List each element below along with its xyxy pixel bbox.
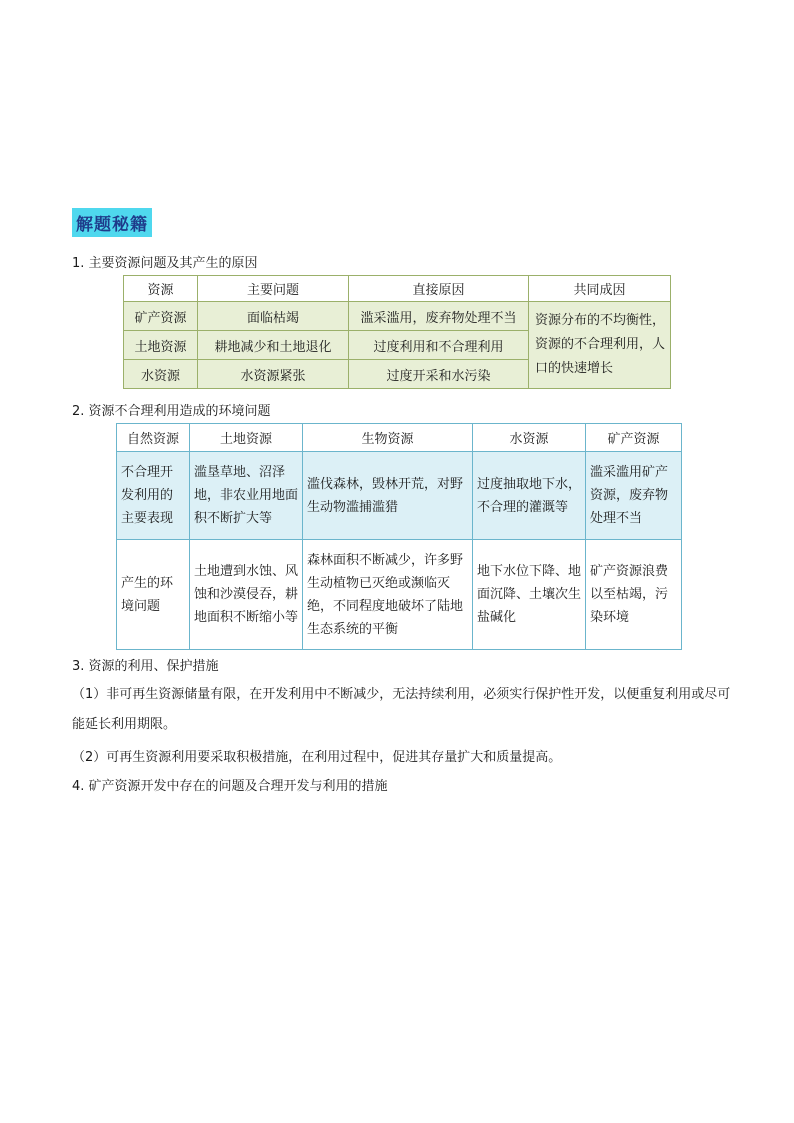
table-cell: 土地遭到水蚀、风蚀和沙漠侵吞，耕地面积不断缩小等 <box>190 540 303 650</box>
table-cell: 过度利用和不合理利用 <box>349 331 529 360</box>
environment-problems-table <box>116 423 682 650</box>
section-banner: 解题秘籍 <box>72 208 152 237</box>
table-cell: 滥采滥用，废弃物处理不当 <box>349 302 529 331</box>
section4-heading: 4. 矿产资源开发中存在的问题及合理开发与利用的措施 <box>72 779 388 794</box>
table-row <box>117 452 682 540</box>
table-cell: 产生的环境问题 <box>117 540 190 650</box>
table-cell: 滥垦草地、沼泽地，非农业用地面积不断扩大等 <box>190 452 303 540</box>
table-cell: 耕地减少和土地退化 <box>198 331 349 360</box>
table-header-row <box>124 276 671 302</box>
table-cell: 地下水位下降、地面沉降、土壤次生盐碱化 <box>473 540 586 650</box>
table-cell: 矿产资源浪费以至枯竭，污染环境 <box>586 540 682 650</box>
table-cell: 面临枯竭 <box>198 302 349 331</box>
resource-problems-table <box>123 275 671 389</box>
section1-heading: 1. 主要资源问题及其产生的原因 <box>72 256 258 271</box>
table-cell: 森林面积不断减少，许多野生动植物已灭绝或濒临灭绝，不同程度地破坏了陆地生态系统的平衡 <box>303 540 473 650</box>
paragraph-nonrenewable: （1）非可再生资源储量有限，在开发利用中不断减少，无法持续利用，必须实行保护性开发，以便重复利用或尽可能延长利用期限。 <box>72 687 731 732</box>
section3-heading: 3. 资源的利用、保护措施 <box>72 659 219 674</box>
table-header-row <box>117 424 682 452</box>
table-cell: 滥伐森林，毁林开荒，对野生动物滥捕滥猎 <box>303 452 473 540</box>
table-cell: 矿产资源 <box>124 302 198 331</box>
header-cell: 主要问题 <box>198 276 349 302</box>
header-cell: 水资源 <box>473 424 586 452</box>
header-cell: 土地资源 <box>190 424 303 452</box>
table-cell: 水资源紧张 <box>198 360 349 389</box>
table-cell: 不合理开发利用的主要表现 <box>117 452 190 540</box>
table-cell: 水资源 <box>124 360 198 389</box>
header-cell: 生物资源 <box>303 424 473 452</box>
header-cell: 直接原因 <box>349 276 529 302</box>
table-cell: 过度开采和水污染 <box>349 360 529 389</box>
header-cell: 矿产资源 <box>586 424 682 452</box>
common-cause-cell: 资源分布的不均衡性，资源的不合理利用，人口的快速增长 <box>529 302 671 389</box>
table-cell: 土地资源 <box>124 331 198 360</box>
header-cell: 资源 <box>124 276 198 302</box>
header-cell: 共同成因 <box>529 276 671 302</box>
header-cell: 自然资源 <box>117 424 190 452</box>
table-row <box>124 302 671 331</box>
section2-heading: 2. 资源不合理利用造成的环境问题 <box>72 404 271 419</box>
table-cell: 滥采滥用矿产资源，废弃物处理不当 <box>586 452 682 540</box>
table-cell: 过度抽取地下水，不合理的灌溉等 <box>473 452 586 540</box>
paragraph-renewable: （2）可再生资源利用要采取积极措施，在利用过程中，促进其存量扩大和质量提高。 <box>72 750 562 765</box>
table-row <box>117 540 682 650</box>
